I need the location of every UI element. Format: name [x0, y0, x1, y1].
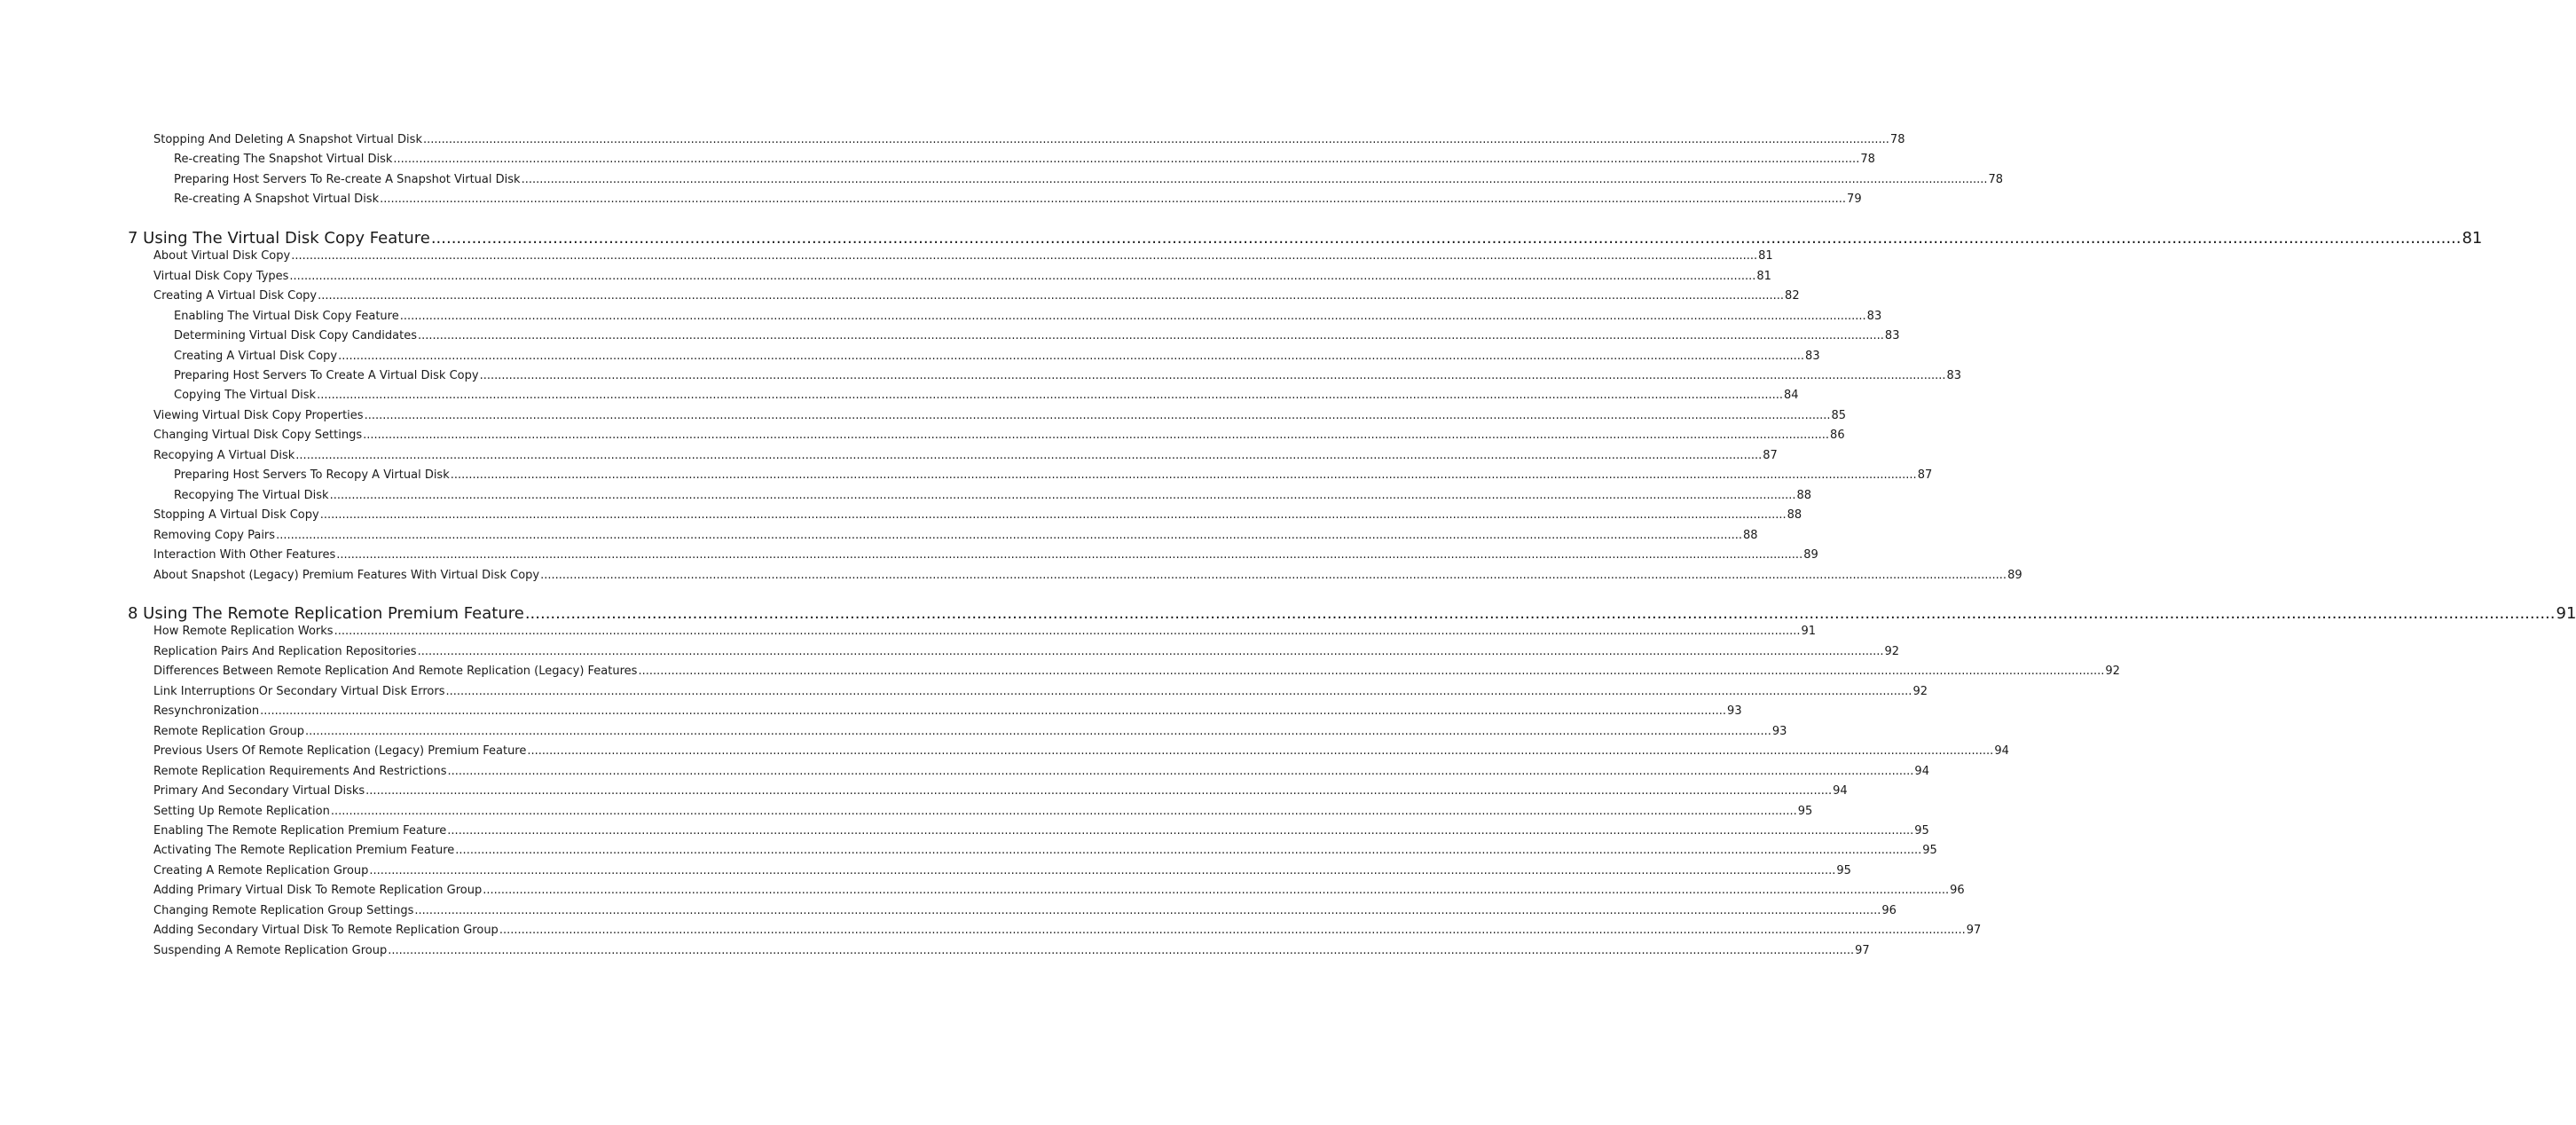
- dot-leader: ................................................................................................................................................................................................................................................................................................................................................................................................................: [483, 884, 1950, 898]
- toc-page-number: 88: [1743, 528, 1758, 542]
- toc-entry-title: Previous Users Of Remote Replication (Legacy) Premium Feature: [153, 744, 527, 759]
- toc-entry-title: Replication Pairs And Replication Repositories: [153, 644, 417, 658]
- toc-page-number: 91: [2556, 604, 2576, 624]
- toc-page-number: 83: [1866, 309, 1882, 323]
- dot-leader: ................................................................................................................................................................................................................................................................................................................................................................................................................: [369, 863, 1836, 877]
- dot-leader: ................................................................................................................................................................................................................................................................................................................................................................................................................: [399, 309, 1866, 323]
- dot-leader: ................................................................................................................................................................................................................................................................................................................................................................................................................: [329, 488, 1796, 502]
- toc-entry[interactable]: [153, 804, 1813, 818]
- toc-entry-title: Primary And Secondary Virtual Disks: [153, 784, 365, 799]
- toc-page-number: 93: [1727, 704, 1742, 719]
- toc-page-number: 95: [1836, 863, 1851, 877]
- toc-entry-title: Viewing Virtual Disk Copy Properties: [153, 408, 364, 422]
- toc-page-number: 83: [1884, 329, 1900, 343]
- toc-page-number: 92: [2105, 665, 2120, 679]
- dot-leader: ................................................................................................................................................................................................................................................................................................................................................................................................................: [540, 568, 2007, 582]
- toc-entry-title: Preparing Host Servers To Recopy A Virtual Disk: [174, 468, 450, 483]
- dot-leader: ................................................................................................................................................................................................................................................................................................................................................................................................................: [447, 823, 1914, 838]
- toc-entry-title: Remote Replication Group: [153, 724, 304, 738]
- toc-entry-title: Copying The Virtual Disk: [174, 389, 317, 403]
- toc-entry-title: Changing Remote Replication Group Settings: [153, 903, 414, 917]
- toc-page-number: 78: [1889, 133, 1905, 146]
- toc-entry[interactable]: [174, 193, 1862, 207]
- toc-entry[interactable]: [153, 784, 1848, 799]
- toc-entry[interactable]: [153, 684, 1928, 698]
- toc-page-number: 87: [1763, 448, 1778, 462]
- toc-entry-title: About Snapshot (Legacy) Premium Features With Virtual Disk Copy: [153, 568, 540, 582]
- toc-page-number: 94: [1914, 764, 1929, 778]
- toc-entry[interactable]: [174, 369, 1962, 382]
- toc-page-number: 95: [1914, 823, 1929, 838]
- toc-page-number: 82: [1785, 289, 1800, 303]
- toc-entry-title: Preparing Host Servers To Create A Virtual Disk Copy: [174, 369, 479, 382]
- toc-entry[interactable]: [153, 269, 1771, 283]
- toc-entry[interactable]: [153, 408, 1847, 422]
- toc-entry-title: About Virtual Disk Copy: [153, 249, 291, 264]
- dot-leader: ................................................................................................................................................................................................................................................................................................................................................................................................................: [414, 903, 1881, 917]
- dot-leader: ................................................................................................................................................................................................................................................................................................................................................................................................................: [445, 684, 1912, 698]
- toc-page-number: 93: [1771, 724, 1787, 738]
- dot-leader: ................................................................................................................................................................................................................................................................................................................................................................................................................: [527, 744, 1994, 759]
- toc-page-number: 79: [1847, 193, 1862, 207]
- toc-entry[interactable]: [153, 924, 1982, 938]
- toc-page-number: 92: [1912, 684, 1928, 698]
- toc-entry[interactable]: [153, 508, 1802, 523]
- toc-entry[interactable]: [153, 823, 1929, 838]
- toc-entry-title: Recopying A Virtual Disk: [153, 448, 295, 462]
- toc-page-number: 83: [1946, 369, 1962, 382]
- toc-entry[interactable]: [153, 448, 1778, 462]
- toc-entry-title: Creating A Virtual Disk Copy: [153, 289, 318, 303]
- toc-page-number: 86: [1830, 429, 1845, 443]
- dot-leader: ................................................................................................................................................................................................................................................................................................................................................................................................................: [289, 269, 1756, 283]
- dot-leader: ................................................................................................................................................................................................................................................................................................................................................................................................................: [499, 924, 1966, 938]
- toc-entry[interactable]: [153, 884, 1965, 898]
- toc-entry-title: Removing Copy Pairs: [153, 528, 276, 542]
- dot-leader: ................................................................................................................................................................................................................................................................................................................................................................................................................: [380, 193, 1847, 207]
- toc-entry-title: Preparing Host Servers To Re-create A Snapshot Virtual Disk: [174, 172, 521, 186]
- toc-page-number: 83: [1805, 349, 1820, 363]
- dot-leader: ................................................................................................................................................................................................................................................................................................................................................................................................................: [447, 764, 1914, 778]
- toc-page-number: 96: [1881, 903, 1897, 917]
- toc-entry[interactable]: [174, 389, 1799, 403]
- toc-entry-title: Activating The Remote Replication Premium Feature: [153, 844, 455, 858]
- toc-entry-title: Re-creating The Snapshot Virtual Disk: [174, 153, 393, 167]
- toc-entry[interactable]: [153, 625, 1817, 639]
- toc-entry-title: Creating A Remote Replication Group: [153, 863, 369, 877]
- dot-leader: ................................................................................................................................................................................................................................................................................................................................................................................................................: [450, 468, 1917, 483]
- toc-page-number: 97: [1966, 924, 1982, 938]
- toc-entry[interactable]: [153, 528, 1758, 542]
- dot-leader: ................................................................................................................................................................................................................................................................................................................................................................................................................: [417, 644, 1884, 658]
- toc-entry-title: Re-creating A Snapshot Virtual Disk: [174, 193, 380, 207]
- toc-entry[interactable]: [153, 863, 1851, 877]
- toc-entry[interactable]: [153, 548, 1818, 562]
- toc-page-number: 96: [1950, 884, 1965, 898]
- toc-entry-title: Virtual Disk Copy Types: [153, 269, 289, 283]
- toc-entry-title: 7 Using The Virtual Disk Copy Feature: [128, 229, 430, 248]
- dot-leader: ................................................................................................................................................................................................................................................................................................................................................................................................................: [455, 844, 1922, 858]
- dot-leader: ................................................................................................................................................................................................................................................................................................................................................................................................................: [365, 784, 1833, 799]
- toc-entry-title: Changing Virtual Disk Copy Settings: [153, 429, 363, 443]
- toc-page-number: 95: [1922, 844, 1937, 858]
- toc-entry[interactable]: [174, 309, 1882, 323]
- toc-entry[interactable]: [153, 249, 1773, 264]
- toc-entry[interactable]: [153, 429, 1845, 443]
- dot-leader: ................................................................................................................................................................................................................................................................................................................................................................................................................: [393, 153, 1860, 167]
- toc-entry-title: Stopping A Virtual Disk Copy: [153, 508, 319, 523]
- toc-entry[interactable]: [153, 704, 1742, 719]
- dot-leader: ................................................................................................................................................................................................................................................................................................................................................................................................................: [363, 429, 1830, 443]
- toc-entry-title: Adding Primary Virtual Disk To Remote Replication Group: [153, 884, 483, 898]
- toc-entry-title: Setting Up Remote Replication: [153, 804, 330, 818]
- toc-entry[interactable]: [174, 488, 1812, 502]
- toc-entry-title: Remote Replication Requirements And Restrictions: [153, 764, 447, 778]
- toc-page-number: 78: [1988, 172, 2004, 186]
- dot-leader: ................................................................................................................................................................................................................................................................................................................................................................................................................: [334, 625, 1801, 639]
- dot-leader: ................................................................................................................................................................................................................................................................................................................................................................................................................: [638, 665, 2105, 679]
- toc-page-number: 94: [1833, 784, 1848, 799]
- toc-entry[interactable]: [153, 744, 2009, 759]
- toc-chapter-entry[interactable]: [128, 604, 2576, 624]
- toc-entry[interactable]: [153, 764, 1929, 778]
- toc-page-number: 97: [1855, 943, 1870, 957]
- toc-entry[interactable]: [153, 724, 1787, 738]
- toc-entry[interactable]: [153, 644, 1900, 658]
- toc-entry-title: Enabling The Remote Replication Premium Feature: [153, 823, 447, 838]
- toc-entry-title: Adding Secondary Virtual Disk To Remote Replication Group: [153, 924, 499, 938]
- toc-entry-title: Enabling The Virtual Disk Copy Feature: [174, 309, 399, 323]
- dot-leader: ................................................................................................................................................................................................................................................................................................................................................................................................................: [364, 408, 1831, 422]
- dot-leader: ................................................................................................................................................................................................................................................................................................................................................................................................................: [260, 704, 1727, 719]
- dot-leader: ................................................................................................................................................................................................................................................................................................................................................................................................................: [276, 528, 1742, 542]
- toc-entry-title: Creating A Virtual Disk Copy: [174, 349, 338, 363]
- dot-leader: ................................................................................................................................................................................................................................................................................................................................................................................................................: [430, 229, 2462, 248]
- toc-chapter-entry[interactable]: [128, 229, 2483, 248]
- toc-page-number: 88: [1787, 508, 1802, 523]
- dot-leader: ................................................................................................................................................................................................................................................................................................................................................................................................................: [521, 172, 1988, 186]
- toc-page-number: 95: [1797, 804, 1813, 818]
- toc-entry[interactable]: [153, 903, 1897, 917]
- toc-entry-title: Link Interruptions Or Secondary Virtual Disk Errors: [153, 684, 445, 698]
- toc-entry-title: Interaction With Other Features: [153, 548, 336, 562]
- dot-leader: ................................................................................................................................................................................................................................................................................................................................................................................................................: [330, 804, 1797, 818]
- dot-leader: ................................................................................................................................................................................................................................................................................................................................................................................................................: [417, 329, 1884, 343]
- toc-entry-title: Differences Between Remote Replication And Remote Replication (Legacy) Features: [153, 665, 638, 679]
- dot-leader: ................................................................................................................................................................................................................................................................................................................................................................................................................: [319, 508, 1787, 523]
- dot-leader: ................................................................................................................................................................................................................................................................................................................................................................................................................: [318, 289, 1785, 303]
- toc-entry[interactable]: [153, 568, 2022, 582]
- toc-entry-title: Resynchronization: [153, 704, 260, 719]
- dot-leader: ................................................................................................................................................................................................................................................................................................................................................................................................................: [304, 724, 1771, 738]
- toc-page-number: 78: [1860, 153, 1875, 167]
- toc-entry-title: Recopying The Virtual Disk: [174, 488, 329, 502]
- toc-page-number: 81: [1758, 249, 1773, 264]
- toc-entry-title: Suspending A Remote Replication Group: [153, 943, 388, 957]
- toc-entry[interactable]: [174, 468, 1933, 483]
- toc-page-number: 94: [1994, 744, 2009, 759]
- toc-entry[interactable]: [174, 153, 1875, 167]
- toc-page-number: 81: [2462, 229, 2483, 248]
- toc-entry-title: 8 Using The Remote Replication Premium Feature: [128, 604, 524, 624]
- toc-page-number: 89: [2007, 568, 2022, 582]
- dot-leader: ................................................................................................................................................................................................................................................................................................................................................................................................................: [317, 389, 1783, 403]
- toc-entry[interactable]: [153, 844, 1937, 858]
- toc-entry[interactable]: [153, 133, 1905, 146]
- dot-leader: ................................................................................................................................................................................................................................................................................................................................................................................................................: [295, 448, 1763, 462]
- dot-leader: ................................................................................................................................................................................................................................................................................................................................................................................................................: [338, 349, 1805, 363]
- toc-entry[interactable]: [153, 289, 1800, 303]
- dot-leader: ................................................................................................................................................................................................................................................................................................................................................................................................................: [291, 249, 1758, 264]
- toc-entry-title: How Remote Replication Works: [153, 625, 334, 639]
- toc-page-number: 92: [1884, 644, 1900, 658]
- toc-entry-title: Stopping And Deleting A Snapshot Virtual Disk: [153, 133, 422, 146]
- toc-page-number: 81: [1756, 269, 1771, 283]
- toc-page-number: 87: [1917, 468, 1933, 483]
- toc-entry-title: Determining Virtual Disk Copy Candidates: [174, 329, 417, 343]
- toc-entry[interactable]: [153, 665, 2120, 679]
- toc-entry[interactable]: [174, 329, 1900, 343]
- toc-entry[interactable]: [153, 943, 1870, 957]
- dot-leader: ................................................................................................................................................................................................................................................................................................................................................................................................................: [336, 548, 1803, 562]
- dot-leader: ................................................................................................................................................................................................................................................................................................................................................................................................................: [524, 604, 2556, 624]
- toc-page-number: 84: [1784, 389, 1799, 403]
- dot-leader: ................................................................................................................................................................................................................................................................................................................................................................................................................: [388, 943, 1855, 957]
- toc-page-number: 85: [1831, 408, 1847, 422]
- toc-page-number: 89: [1803, 548, 1818, 562]
- dot-leader: ................................................................................................................................................................................................................................................................................................................................................................................................................: [479, 369, 1946, 382]
- toc-entry[interactable]: [174, 349, 1820, 363]
- toc-entry[interactable]: [174, 172, 2004, 186]
- dot-leader: ................................................................................................................................................................................................................................................................................................................................................................................................................: [422, 133, 1889, 146]
- toc-page-number: 88: [1796, 488, 1812, 502]
- toc-page-number: 91: [1801, 625, 1817, 639]
